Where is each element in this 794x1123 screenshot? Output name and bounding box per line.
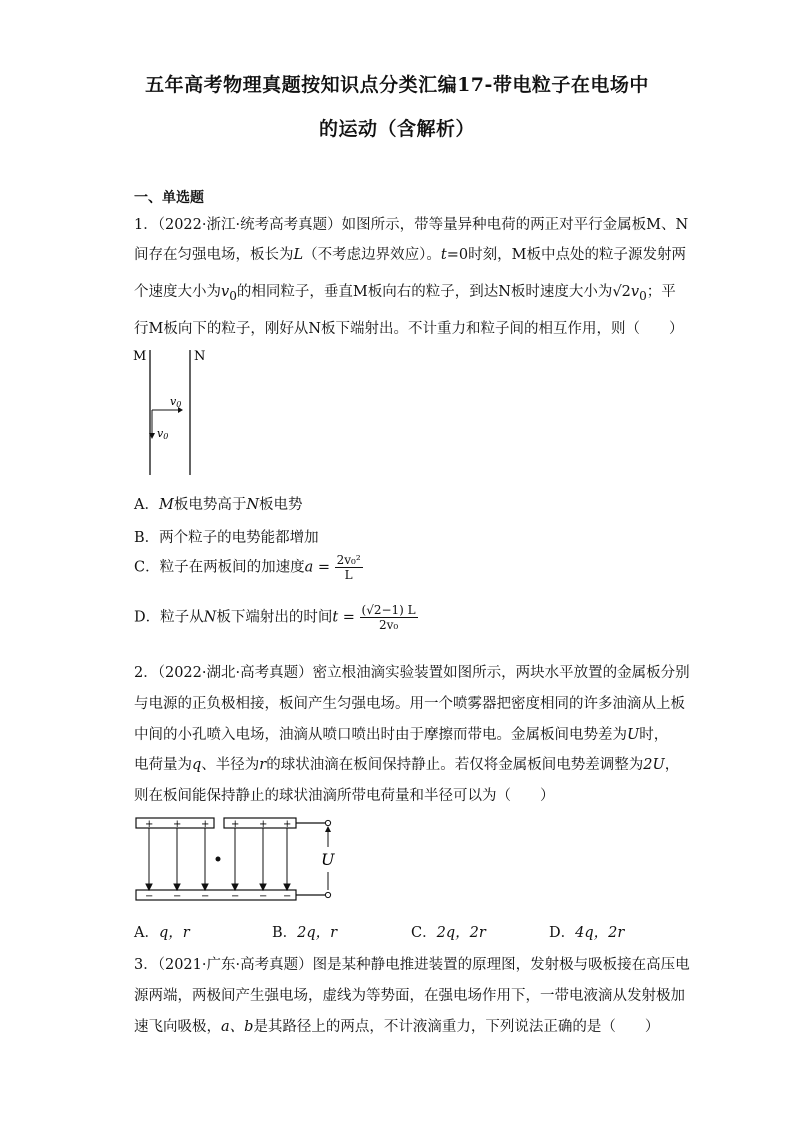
minus-sign: − — [259, 891, 268, 902]
plus-sign: + — [259, 819, 268, 830]
q1-plates-figure — [130, 345, 210, 477]
terminal-bottom — [325, 892, 330, 897]
minus-sign: − — [145, 891, 154, 902]
q1-option-a[interactable]: A．M板电势高于N板电势 — [134, 497, 303, 513]
q1-line-3: 个速度大小为$v_0$的相同粒子，垂直M板向右的粒子，到达N板时速度大小为$√2v_0$；平 — [134, 284, 676, 303]
plus-sign: + — [173, 819, 182, 830]
q3-line-3: 速飞向吸极，a、b是其路径上的两点，不计液滴重力，下列说法正确的是（ ） — [134, 1019, 660, 1035]
q1-line-1: 1．（2022·浙江·统考高考真题）如图所示，带等量异种电荷的两正对平行金属板M、N — [134, 217, 689, 233]
section-heading: 一、单选题 — [134, 190, 204, 206]
doc-title-line-2: 的运动（含解析） — [318, 118, 475, 140]
q2-option-b[interactable]: B．2q，r — [272, 925, 338, 941]
plate-n-label: N — [194, 349, 206, 364]
q2-option-c[interactable]: C．2q，2r — [411, 925, 486, 941]
q2-option-a[interactable]: A．q，r — [134, 925, 190, 941]
minus-sign: − — [173, 891, 182, 902]
q1-line-2: 间存在匀强电场，板长为L（不考虑边界效应）。t=0时刻，M板中点处的粒子源发射两 — [134, 247, 686, 263]
doc-title-line-1: 五年高考物理真题按知识点分类汇编17-带电粒子在电场中 — [145, 74, 649, 96]
bottom-plate — [136, 890, 296, 900]
terminal-top — [325, 820, 330, 825]
time-fraction: $\frac{(√2-1) L}{\text{2v₀}}$ — [361, 603, 416, 632]
q2-line-5: 则在板间能保持静止的球状油滴所带电荷量和半径可以为（ ） — [134, 788, 555, 804]
velocity-right-label: v0 — [170, 395, 182, 409]
minus-sign: − — [283, 891, 292, 902]
q1-option-b[interactable]: B．两个粒子的电势能都增加 — [134, 530, 319, 546]
q3-line-1: 3．（2021·广东·高考真题）图是某种静电推进装置的原理图，发射极与吸板接在高压电 — [134, 957, 690, 973]
acceleration-fraction: $\frac{\text{2v₀²}}{L}$ — [336, 553, 361, 582]
q2-line-3: 中间的小孔喷入电场，油滴从喷口喷出时由于摩擦而带电。金属板间电势差为U时， — [134, 727, 669, 743]
minus-sign: − — [201, 891, 210, 902]
q2-option-d[interactable]: D．4q，2r — [549, 925, 625, 941]
plus-sign: + — [145, 819, 154, 830]
q3-line-2: 源两端，两极间产生强电场，虚线为等势面，在强电场作用下，一带电液滴从发射极加 — [134, 988, 685, 1004]
plus-sign: + — [283, 819, 292, 830]
q1-option-c[interactable]: C．粒子在两板间的加速度a = $\frac{\text{2v₀²}}{L}$ — [134, 553, 361, 582]
q2-line-2: 与电源的正负极相接，板间产生匀强电场。用一个喷雾器把密度相同的许多油滴从上板 — [134, 696, 685, 712]
q1-option-d[interactable]: D．粒子从N板下端射出的时间t = $\frac{(√2-1) L}{\text{2v₀}}$ — [134, 603, 416, 632]
plus-sign: + — [201, 819, 210, 830]
plate-m-label: M — [133, 349, 147, 364]
q2-line-4: 电荷量为q、半径为r的球状油滴在板间保持静止。若仅将金属板间电势差调整为2U， — [134, 757, 680, 773]
q1-line-4: 行M板向下的粒子，刚好从N板下端射出。不计重力和粒子间的相互作用，则（ ） — [134, 321, 684, 337]
oil-drop — [216, 857, 221, 862]
velocity-down-label: v0 — [157, 427, 169, 441]
plus-sign: + — [231, 819, 240, 830]
minus-sign: − — [231, 891, 240, 902]
q2-line-1: 2．（2022·湖北·高考真题）密立根油滴实验装置如图所示，两块水平放置的金属板分别 — [134, 665, 690, 681]
q2-millikan-figure — [130, 812, 345, 908]
voltage-label: U — [321, 850, 335, 869]
